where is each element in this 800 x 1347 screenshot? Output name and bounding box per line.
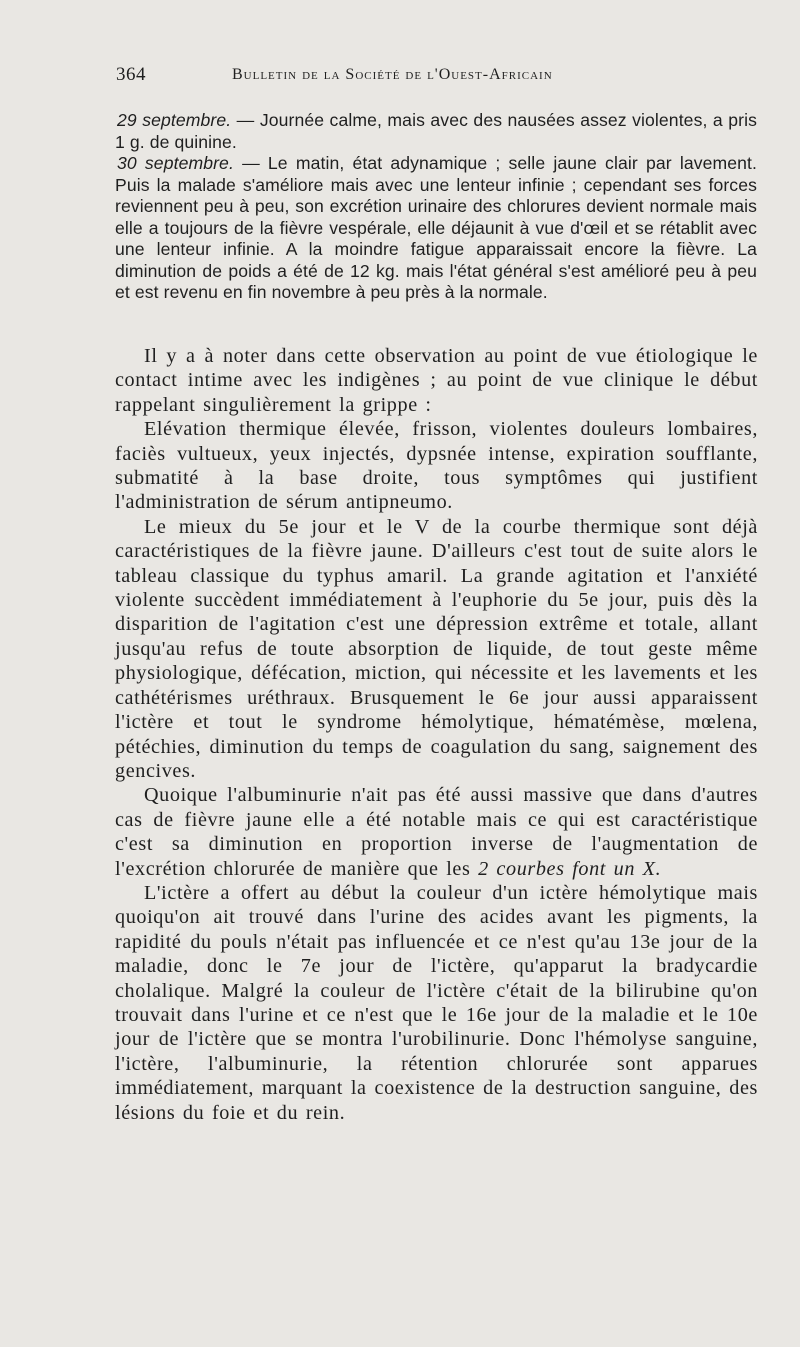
page-number: 364	[116, 64, 146, 85]
note-text: — Le matin, état adynamique ; selle jaune clair par lavement. Puis la malade s'améliore mais avec une lenteur infinie ; cependant ses forces reviennent peu à peu, son excrétion urinaire des chlorures devient normale mais elle a toujours de la fièvre vespérale, elle déjaunit à vue d'œil et se rétablit avec une lenteur infinie. A la moindre fatigue apparaissait encore la fièvre. La diminution de poids a été de 12 kg. mais l'état général s'est amélioré peu à peu et est revenu en fin novembre à peu près à la normale.	[115, 153, 757, 302]
paragraph: L'ictère a offert au début la couleur d'un ictère hémolytique mais quoiqu'on ait trouvé dans l'urine des acides avant les pigments, la rapidité du pouls n'était pas influencée et ce n'est qu'au 13e jour de la maladie, donc le 7e jour de l'ictère, qu'apparut la bradycardie cholalique. Malgré la couleur de l'ictère c'était de la bilirubine qu'on trouvait dans l'urine et ce n'est que le 16e jour de la maladie et le 10e jour de l'ictère que se montra l'urobilinurie. Donc l'hémolyse sanguine, l'ictère, l'albuminurie, la rétention chlorurée sont apparues immédiatement, marquant la coexistence de la destruction sanguine, des lésions du foie et du rein.	[115, 881, 758, 1124]
note-date: 30 septembre.	[117, 153, 234, 173]
note-entry	[115, 153, 757, 304]
case-notes	[115, 110, 757, 304]
emphasis-text: 2 courbes font un X.	[478, 857, 662, 880]
discussion-text	[115, 344, 758, 1125]
note-date: 29 septembre.	[117, 110, 232, 130]
running-title: Bulletin de la Société de l'Ouest-Africain	[232, 66, 553, 83]
paragraph: Il y a à noter dans cette observation au point de vue étiologique le contact intime avec les indigènes ; au point de vue clinique le début rappelant singulièrement la grippe :	[115, 345, 758, 416]
paragraph-text: Quoique l'albuminurie n'ait pas été aussi massive que dans d'autres cas de fièvre jaune elle a été notable mais ce qui est caractéristique c'est sa diminution en proportion inverse de l'augmentation de l'excrétion chlorurée de manière que les	[115, 784, 758, 880]
note-entry	[115, 110, 757, 153]
paragraph: Le mieux du 5e jour et le V de la courbe thermique sont déjà caractéristiques de la fièvre jaune. D'ailleurs c'est tout de suite alors le tableau classique du typhus amaril. La grande agitation et l'anxiété violente succèdent immédiatement à l'euphorie du 5e jour, puis dès la disparition de l'agitation c'est une dépression extrême et totale, allant jusqu'au refus de toute absorption de liquide, de tout geste même physiologique, défécation, miction, qui nécessite et les lavements et les cathétérismes uréthraux. Brusquement le 6e jour aussi apparaissent l'ictère et tout le syndrome hémolytique, hématémèse, mœlena, pétéchies, diminution du temps de coagulation du sang, saignement des gencives.	[115, 515, 758, 782]
paragraph	[115, 783, 758, 881]
paragraph: Elévation thermique élevée, frisson, violentes douleurs lombaires, faciès vultueux, yeux injectés, dypsnée intense, expiration soufflante, submatité à la base droite, tous symptômes qui justifient l'administration de sérum antipneumo.	[115, 418, 758, 514]
note-text: — Journée calme, mais avec des nausées assez violentes, a pris 1 g. de quinine.	[115, 110, 757, 152]
page-header	[116, 64, 756, 88]
